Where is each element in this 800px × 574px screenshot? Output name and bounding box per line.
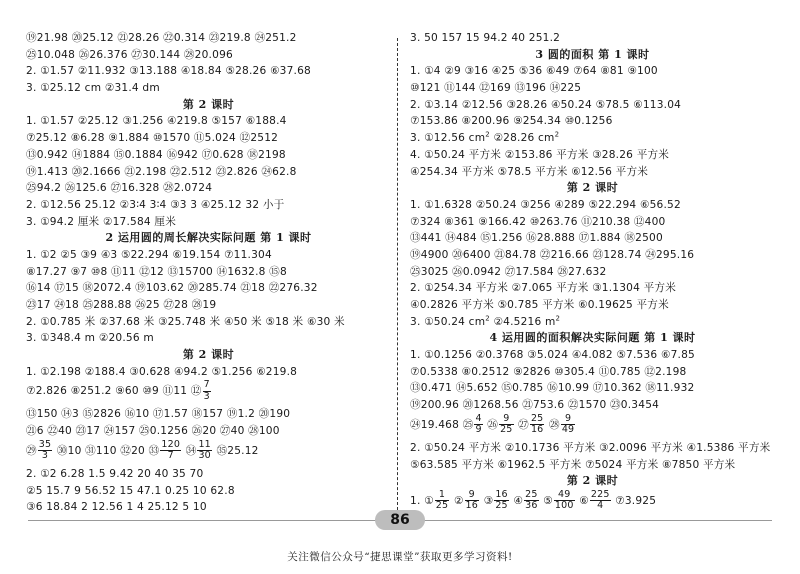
numerator: 9 <box>561 414 576 426</box>
answer-line: 1. ①2 ②5 ③9 ④3 ⑤22.294 ⑥19.154 ⑦11.304 <box>26 248 272 261</box>
answer-line: ㉑6 ㉒40 ㉓17 ㉔157 ㉕0.1256 ㉖20 ㉗40 ㉘100 <box>26 425 280 438</box>
answer-text: ④ <box>509 494 524 507</box>
fraction <box>38 440 53 462</box>
answer-line: 3. ①25.12 cm ②31.4 dm <box>26 82 160 95</box>
answer-line: ⑤63.585 平方米 ⑥1962.5 平方米 ⑦5024 平方米 ⑧7850 平方米 <box>410 458 736 471</box>
section-heading: 第 2 课时 <box>566 181 619 195</box>
answer-text: ② <box>450 494 464 507</box>
section-heading: 3 圆的面积 第 1 课时 <box>535 47 650 61</box>
fraction <box>203 380 211 402</box>
answer-text: ③ <box>480 494 494 507</box>
answer-text: ⑦3.925 <box>611 494 657 507</box>
numerator: 49 <box>554 490 575 502</box>
answer-line: ⑬150 ⑭3 ⑮2826 ⑯10 ⑰1.57 ⑱157 ⑲1.2 ⑳190 <box>26 408 291 421</box>
section-heading: 2 运用圆的周长解决实际问题 第 1 课时 <box>105 231 312 245</box>
denominator: 25 <box>435 500 449 512</box>
answer-line: 3. ①50.24 $cm^2$ ②4.5216 $m^2$ <box>410 314 561 328</box>
answer-line <box>410 490 775 516</box>
numerator: 9 <box>499 414 514 426</box>
denominator: 7 <box>167 450 174 462</box>
answer-line: ⑩121 ⑪144 ⑫169 ⑬196 ⑭225 <box>410 82 582 95</box>
fraction <box>197 440 212 462</box>
denominator: 3 <box>41 450 49 462</box>
answer-text: ㉚10 ㉛110 ㉜20 ㉝ <box>53 444 160 457</box>
answer-text: ㉗ <box>514 418 529 431</box>
answer-line: 2. ①254.34 平方米 ②7.065 平方米 ③1.1304 平方米 <box>410 282 677 295</box>
answer-text: ㉙ <box>26 444 37 457</box>
answer-line: ⑦153.86 ⑧200.96 ⑨254.34 ⑩0.1256 <box>410 115 613 128</box>
answer-text: ㉞ <box>182 444 197 457</box>
answer-text: ⑦2.826 ⑧251.2 ⑨60 ⑩9 ⑪11 ⑫ <box>26 385 202 398</box>
numerator: 16 <box>495 488 508 500</box>
fraction <box>590 490 611 512</box>
right-column <box>410 30 775 516</box>
answer-line: 2. ①0.785 米 ②37.68 米 ③25.748 米 ④50 米 ⑤18 米 ⑥30 米 <box>26 315 345 328</box>
answer-line: 4. ①50.24 平方米 ②153.86 平方米 ③28.26 平方米 <box>410 148 670 161</box>
left-column <box>26 30 391 516</box>
denominator: 30 <box>198 450 211 462</box>
fraction <box>494 490 509 512</box>
page-number: 86 <box>375 510 425 530</box>
answer-line: ⑬0.471 ⑭5.652 ⑮0.785 ⑯10.99 ⑰10.362 ⑱11.932 <box>410 382 695 395</box>
answer-line: ⑧17.27 ⑨7 ⑩8 ⑪11 ⑫12 ⑬15700 ⑭1632.8 ⑮8 <box>26 265 287 278</box>
answer-line: 1. ①2.198 ②188.4 ③0.628 ④94.2 ⑤1.256 ⑥219.8 <box>26 365 298 378</box>
answer-line: 1. ①1.6328 ②50.24 ③256 ④289 ⑤22.294 ⑥56.52 <box>410 198 681 211</box>
answer-line: ②5 15.7 9 56.52 15 47.1 0.25 10 62.8 <box>26 484 235 497</box>
denominator: 25 <box>495 500 508 512</box>
answer-line: 3. 50 157 15 94.2 40 251.2 <box>410 32 561 44</box>
answer-text: ㉘ <box>545 418 560 431</box>
denominator: 16 <box>465 500 479 512</box>
answer-line: ③6 18.84 2 12.56 1 4 25.12 5 10 <box>26 501 207 514</box>
denominator: 100 <box>554 500 574 512</box>
denominator: 49 <box>561 424 575 436</box>
answer-line: ④254.34 平方米 ⑤78.5 平方米 ⑥12.56 平方米 <box>410 165 649 178</box>
denominator: 16 <box>530 424 544 436</box>
answer-line: ㉕10.048 ㉖26.376 ㉗30.144 ㉘20.096 <box>26 48 233 61</box>
answer-line: ④0.2826 平方米 ⑤0.785 平方米 ⑥0.19625 平方米 <box>410 299 669 311</box>
answer-line <box>26 380 391 406</box>
fraction <box>474 414 482 436</box>
answer-line: 3. ①348.4 m ②20.56 m <box>26 332 154 345</box>
answer-text: ㉖ <box>483 418 499 431</box>
answer-line: ㉓17 ㉔18 ㉕288.88 ㉖25 ㉗28 ㉘19 <box>26 299 217 311</box>
fraction <box>561 414 576 436</box>
fraction <box>499 414 514 436</box>
fraction <box>524 490 539 512</box>
answer-line: ⑬0.942 ⑭1884 ⑮0.1884 ⑯942 ⑰0.628 ⑱2198 <box>26 148 286 161</box>
answer-line: ⑲200.96 ⑳1268.56 ㉑753.6 ㉒1570 ㉓0.3454 <box>410 399 660 412</box>
section-heading: 4 运用圆的面积解决实际问题 第 1 课时 <box>489 331 696 345</box>
fraction <box>435 490 450 512</box>
numerator: 7 <box>203 379 210 391</box>
answer-line: ⑦25.12 ⑧6.28 ⑨1.884 ⑩1570 ⑪5.024 ⑫2512 <box>26 132 279 145</box>
numerator: 120 <box>161 438 181 450</box>
numerator: 25 <box>530 412 544 424</box>
answer-line: 1. ①4 ②9 ③16 ④25 ⑤36 ⑥49 ⑦64 ⑧81 ⑨100 <box>410 65 658 78</box>
answer-line: 2. ①12.56 25.12 ②3∶4 3∶4 ③3 3 ④25.12 32 小于 <box>26 198 285 211</box>
answer-line: 3. ①12.56 $cm^2$ ②28.26 $cm^2$ <box>410 130 560 145</box>
answer-line: 2. ①3.14 ②12.56 ③28.26 ④50.24 ⑤78.5 ⑥113.04 <box>410 98 682 111</box>
numerator: 9 <box>465 490 480 502</box>
answer-line: ⑲4900 ⑳6400 ㉑84.78 ㉒216.66 ㉓128.74 ㉔295.16 <box>410 248 695 261</box>
fraction <box>465 490 480 512</box>
answer-text: 1. ① <box>410 494 434 507</box>
numerator: 11 <box>198 438 211 450</box>
answer-line: 2. ①50.24 平方米 ②10.1736 平方米 ③2.0096 平方米 ④1.5386 平方米 <box>410 441 771 454</box>
answer-line <box>26 440 391 466</box>
numerator: 1 <box>435 490 450 502</box>
fraction <box>554 490 575 512</box>
answer-text: ⑤ <box>539 494 553 507</box>
numerator: 35 <box>38 438 52 450</box>
footer-note: 关注微信公众号“捷思课堂”获取更多学习资料! <box>287 551 513 563</box>
denominator: 3 <box>203 390 210 402</box>
answer-line: ⑲1.413 ⑳2.1666 ㉑2.198 ㉒2.512 ㉓2.826 ㉔62.8 <box>26 165 297 178</box>
answer-line: ⑲21.98 ⑳25.12 ㉑28.26 ㉒0.314 ㉓219.8 ㉔251.2 <box>26 32 297 44</box>
answer-line: 3. ①94.2 厘米 ②17.584 厘米 <box>26 215 177 228</box>
column-divider <box>397 38 398 520</box>
section-heading: 第 2 课时 <box>566 474 619 488</box>
answer-line: 2. ①2 6.28 1.5 9.42 20 40 35 70 <box>26 467 204 480</box>
answer-text: ㉟25.12 <box>212 444 259 457</box>
answer-text: ㉔19.468 ㉕ <box>410 418 474 431</box>
answer-line: 2. ①1.57 ②11.932 ③13.188 ④18.84 ⑤28.26 ⑥37.68 <box>26 65 312 78</box>
numerator: 225 <box>590 488 610 500</box>
denominator: 36 <box>525 500 538 512</box>
denominator: 9 <box>475 424 482 436</box>
answer-line <box>410 414 775 440</box>
answer-line: ㉕3025 ㉖0.0942 ㉗17.584 ㉘27.632 <box>410 265 607 278</box>
answer-line: ⑬441 ⑭484 ⑮1.256 ⑯28.888 ⑰1.884 ⑱2500 <box>410 232 663 245</box>
answer-text: ⑥ <box>575 494 589 507</box>
numerator: 4 <box>475 412 482 424</box>
fraction <box>160 440 181 462</box>
denominator: 4 <box>597 500 604 512</box>
section-heading: 第 2 课时 <box>182 97 235 111</box>
answer-line: 1. ①0.1256 ②0.3768 ③5.024 ④4.082 ⑤7.536 ⑥7.85 <box>410 349 696 362</box>
denominator: 25 <box>500 424 513 436</box>
answer-line: ⑦0.5338 ⑧0.2512 ⑨2826 ⑩305.4 ⑪0.785 ⑫2.198 <box>410 365 687 378</box>
fraction <box>530 414 545 436</box>
section-heading: 第 2 课时 <box>182 348 235 362</box>
answer-line: ⑦324 ⑧361 ⑨166.42 ⑩263.76 ⑪210.38 ⑫400 <box>410 215 666 228</box>
answer-line: 1. ①1.57 ②25.12 ③1.256 ④219.8 ⑤157 ⑥188.4 <box>26 115 287 128</box>
numerator: 25 <box>525 488 538 500</box>
answer-line: ㉕94.2 ㉖125.6 ㉗16.328 ㉘2.0724 <box>26 182 213 195</box>
answer-line: ⑯14 ⑰15 ⑱2072.4 ⑲103.62 ⑳285.74 ㉑18 ㉒276.32 <box>26 282 318 295</box>
